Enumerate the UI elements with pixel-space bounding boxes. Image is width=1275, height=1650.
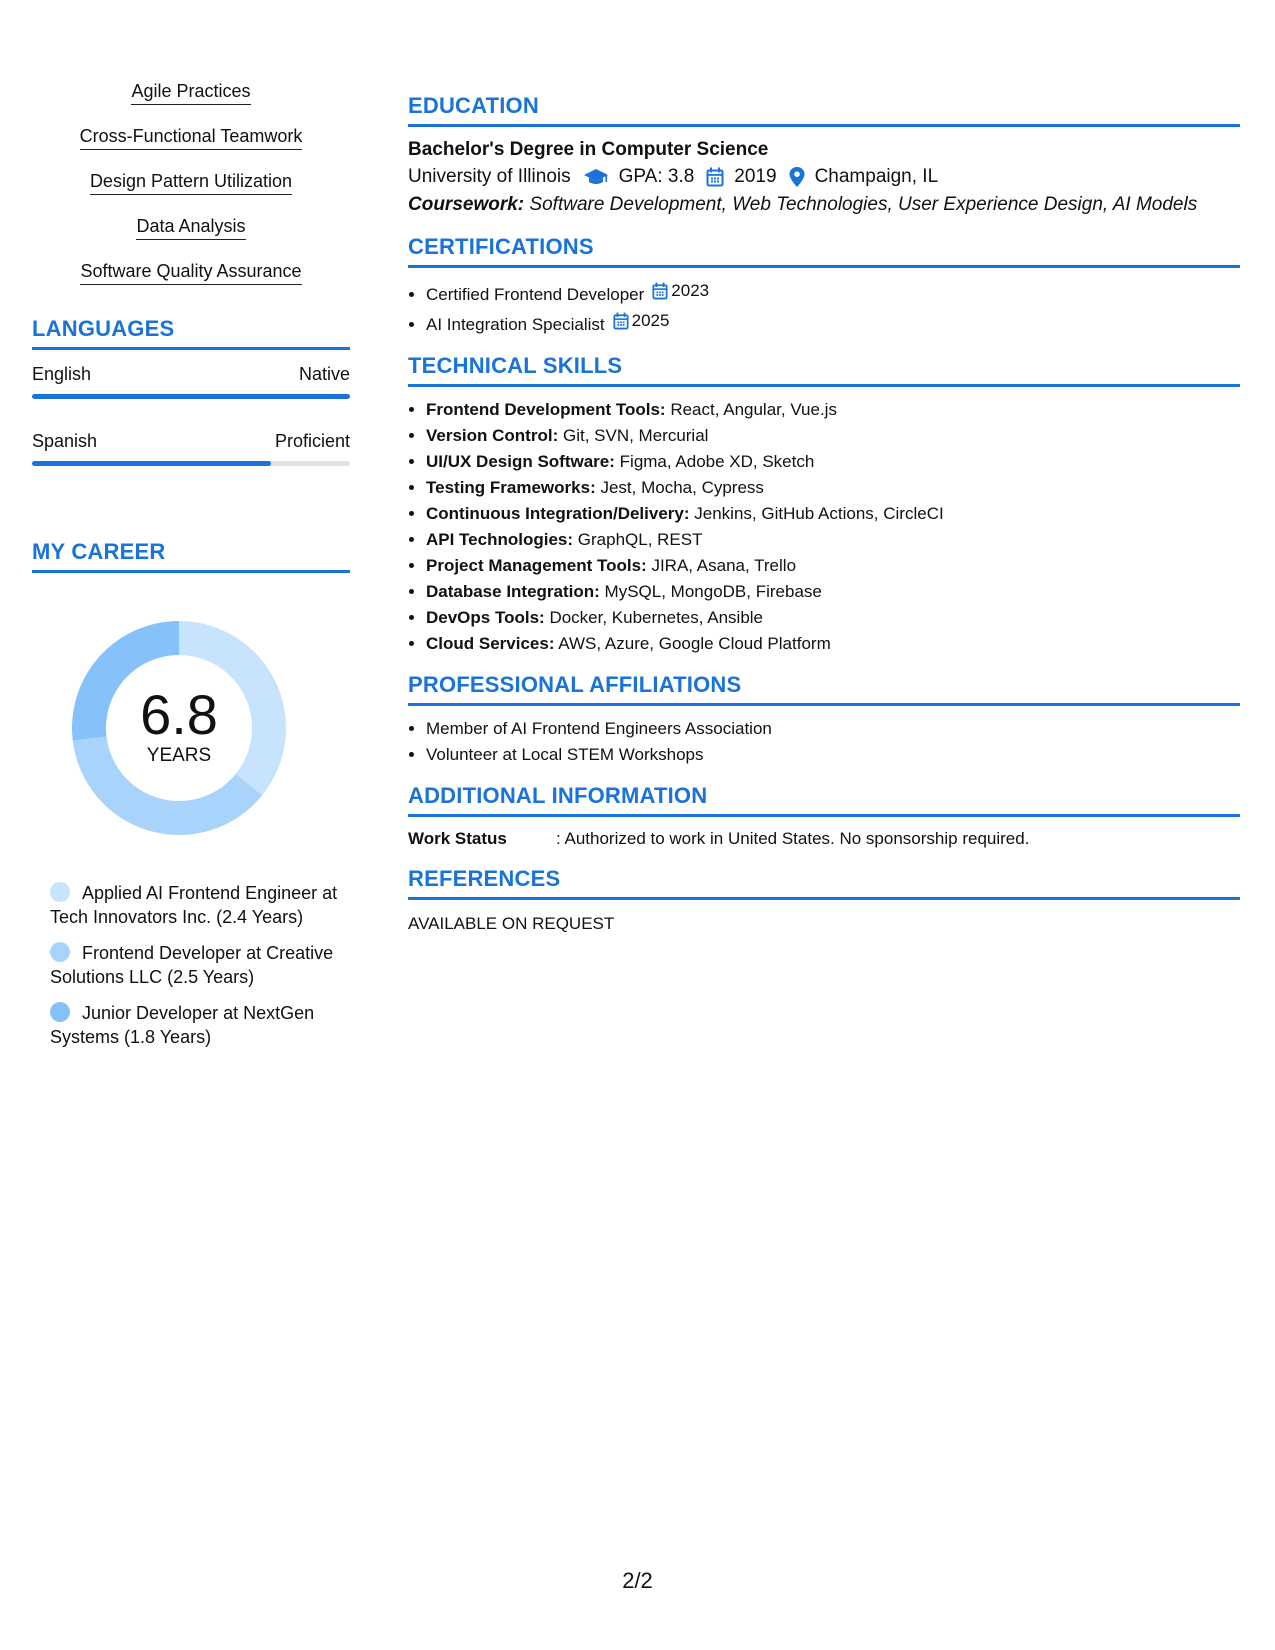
certifications-heading: CERTIFICATIONS xyxy=(408,233,1240,268)
left-column xyxy=(32,80,350,1061)
language-bar-fill xyxy=(32,461,271,466)
donut-center xyxy=(64,613,294,843)
legend-label: Frontend Developer at Creative Solutions LLC (2.5 Years) xyxy=(50,943,334,987)
legend-label: Junior Developer at NextGen Systems (1.8 Years) xyxy=(50,1003,315,1047)
cert-name: Certified Frontend Developer xyxy=(426,285,645,304)
skill-category: Version Control: xyxy=(426,426,559,445)
skill-item xyxy=(32,125,350,150)
cert-year: 2025 xyxy=(631,311,670,330)
affiliations-heading: PROFESSIONAL AFFILIATIONS xyxy=(408,671,1240,706)
skill-label: Data Analysis xyxy=(136,215,245,240)
language-bar-fill xyxy=(32,394,350,399)
technical-skills-heading: TECHNICAL SKILLS xyxy=(408,352,1240,387)
career-donut-chart xyxy=(64,613,294,843)
language-name: Spanish xyxy=(32,431,98,451)
list-item xyxy=(426,553,1240,579)
language-bar xyxy=(32,461,350,466)
calendar-icon xyxy=(706,167,724,187)
skill-category: Database Integration: xyxy=(426,582,600,601)
gpa: GPA: 3.8 xyxy=(618,166,695,187)
list-item xyxy=(426,631,1240,657)
legend-label: Applied AI Frontend Engineer at Tech Innovators Inc. (2.4 Years) xyxy=(50,883,338,927)
language-row xyxy=(32,362,350,399)
work-status-value: : Authorized to work in United States. No sponsorship required. xyxy=(556,829,1030,848)
skill-label: Design Pattern Utilization xyxy=(90,170,292,195)
skill-category: Testing Frameworks: xyxy=(426,478,596,497)
language-level: Proficient xyxy=(274,431,350,451)
references-text: AVAILABLE ON REQUEST xyxy=(408,914,615,933)
skill-label: Agile Practices xyxy=(131,80,250,105)
skill-list xyxy=(32,80,350,285)
school-location: Champaign, IL xyxy=(814,166,939,187)
list-item xyxy=(426,308,1240,338)
work-status-row xyxy=(408,827,1240,851)
skill-values: AWS, Azure, Google Cloud Platform xyxy=(558,634,831,653)
education-heading: EDUCATION xyxy=(408,92,1240,127)
skill-category: Project Management Tools: xyxy=(426,556,647,575)
references-section xyxy=(408,865,1240,936)
skill-label: Software Quality Assurance xyxy=(80,260,301,285)
skill-values: MySQL, MongoDB, Firebase xyxy=(604,582,822,601)
certifications-list xyxy=(408,278,1240,338)
career-legend xyxy=(50,881,340,1049)
list-item xyxy=(426,449,1240,475)
skill-values: Figma, Adobe XD, Sketch xyxy=(619,452,815,471)
career-heading: MY CAREER xyxy=(32,538,350,573)
skill-label: Cross-Functional Teamwork xyxy=(80,125,303,150)
cert-year: 2023 xyxy=(671,281,710,300)
language-bar xyxy=(32,394,350,399)
legend-item xyxy=(50,881,340,929)
list-item xyxy=(426,475,1240,501)
legend-item xyxy=(50,1001,340,1049)
skill-category: DevOps Tools: xyxy=(426,608,545,627)
coursework-label: Coursework: xyxy=(408,194,525,215)
calendar-icon xyxy=(613,312,629,330)
skill-category: API Technologies: xyxy=(426,530,574,549)
graduation-year: 2019 xyxy=(734,166,777,187)
references-heading: REFERENCES xyxy=(408,865,1240,900)
map-pin-icon xyxy=(789,167,805,187)
coursework-list: Software Development, Web Technologies, User Experience Design, AI Models xyxy=(529,194,1198,215)
list-item: • Volunteer at Local STEM Workshops xyxy=(426,742,1240,768)
list-item xyxy=(426,527,1240,553)
skill-category: Cloud Services: xyxy=(426,634,555,653)
school-name: University of Illinois xyxy=(408,166,571,187)
skill-values: React, Angular, Vue.js xyxy=(670,400,837,419)
technical-skills-list xyxy=(408,397,1240,657)
legend-dot xyxy=(50,1002,70,1022)
languages-heading: LANGUAGES xyxy=(32,315,350,350)
skill-item xyxy=(32,215,350,240)
additional-info-heading: ADDITIONAL INFORMATION xyxy=(408,782,1240,817)
graduation-cap-icon xyxy=(583,168,609,186)
degree-title: Bachelor's Degree in Computer Science xyxy=(408,139,769,160)
skill-values: GraphQL, REST xyxy=(577,530,703,549)
skill-values: Docker, Kubernetes, Ansible xyxy=(549,608,764,627)
certifications-section xyxy=(408,233,1240,338)
cert-name: AI Integration Specialist xyxy=(426,315,605,334)
language-row xyxy=(32,429,350,466)
list-item xyxy=(426,579,1240,605)
education-section xyxy=(408,92,1240,219)
skill-values: Git, SVN, Mercurial xyxy=(562,426,709,445)
skill-item xyxy=(32,80,350,105)
skill-item xyxy=(32,170,350,195)
skill-values: Jest, Mocha, Cypress xyxy=(600,478,764,497)
legend-dot xyxy=(50,942,70,962)
affiliations-list xyxy=(408,716,1240,768)
list-item xyxy=(426,605,1240,631)
list-item xyxy=(426,397,1240,423)
affiliations-section xyxy=(408,671,1240,768)
skill-category: UI/UX Design Software: xyxy=(426,452,615,471)
skill-category: Frontend Development Tools: xyxy=(426,400,666,419)
list-item xyxy=(426,423,1240,449)
coursework xyxy=(408,191,1240,219)
education-meta xyxy=(408,163,1240,191)
legend-dot xyxy=(50,882,70,902)
technical-skills-section xyxy=(408,352,1240,657)
language-name: English xyxy=(32,364,92,384)
right-column xyxy=(408,92,1240,950)
skill-item xyxy=(32,260,350,285)
skill-values: Jenkins, GitHub Actions, CircleCI xyxy=(694,504,944,523)
page-number: 2/2 xyxy=(622,1568,653,1593)
legend-item xyxy=(50,941,340,989)
list-item: • Member of AI Frontend Engineers Association xyxy=(426,716,1240,742)
skill-category: Continuous Integration/Delivery: xyxy=(426,504,690,523)
calendar-icon xyxy=(652,282,668,300)
list-item xyxy=(426,501,1240,527)
language-level: Native xyxy=(298,364,350,384)
career-unit: YEARS xyxy=(146,745,212,766)
work-status-label: Work Status xyxy=(408,829,507,848)
additional-info-section xyxy=(408,782,1240,851)
skill-values: JIRA, Asana, Trello xyxy=(651,556,797,575)
career-total: 6.8 xyxy=(140,683,218,746)
list-item xyxy=(426,278,1240,308)
